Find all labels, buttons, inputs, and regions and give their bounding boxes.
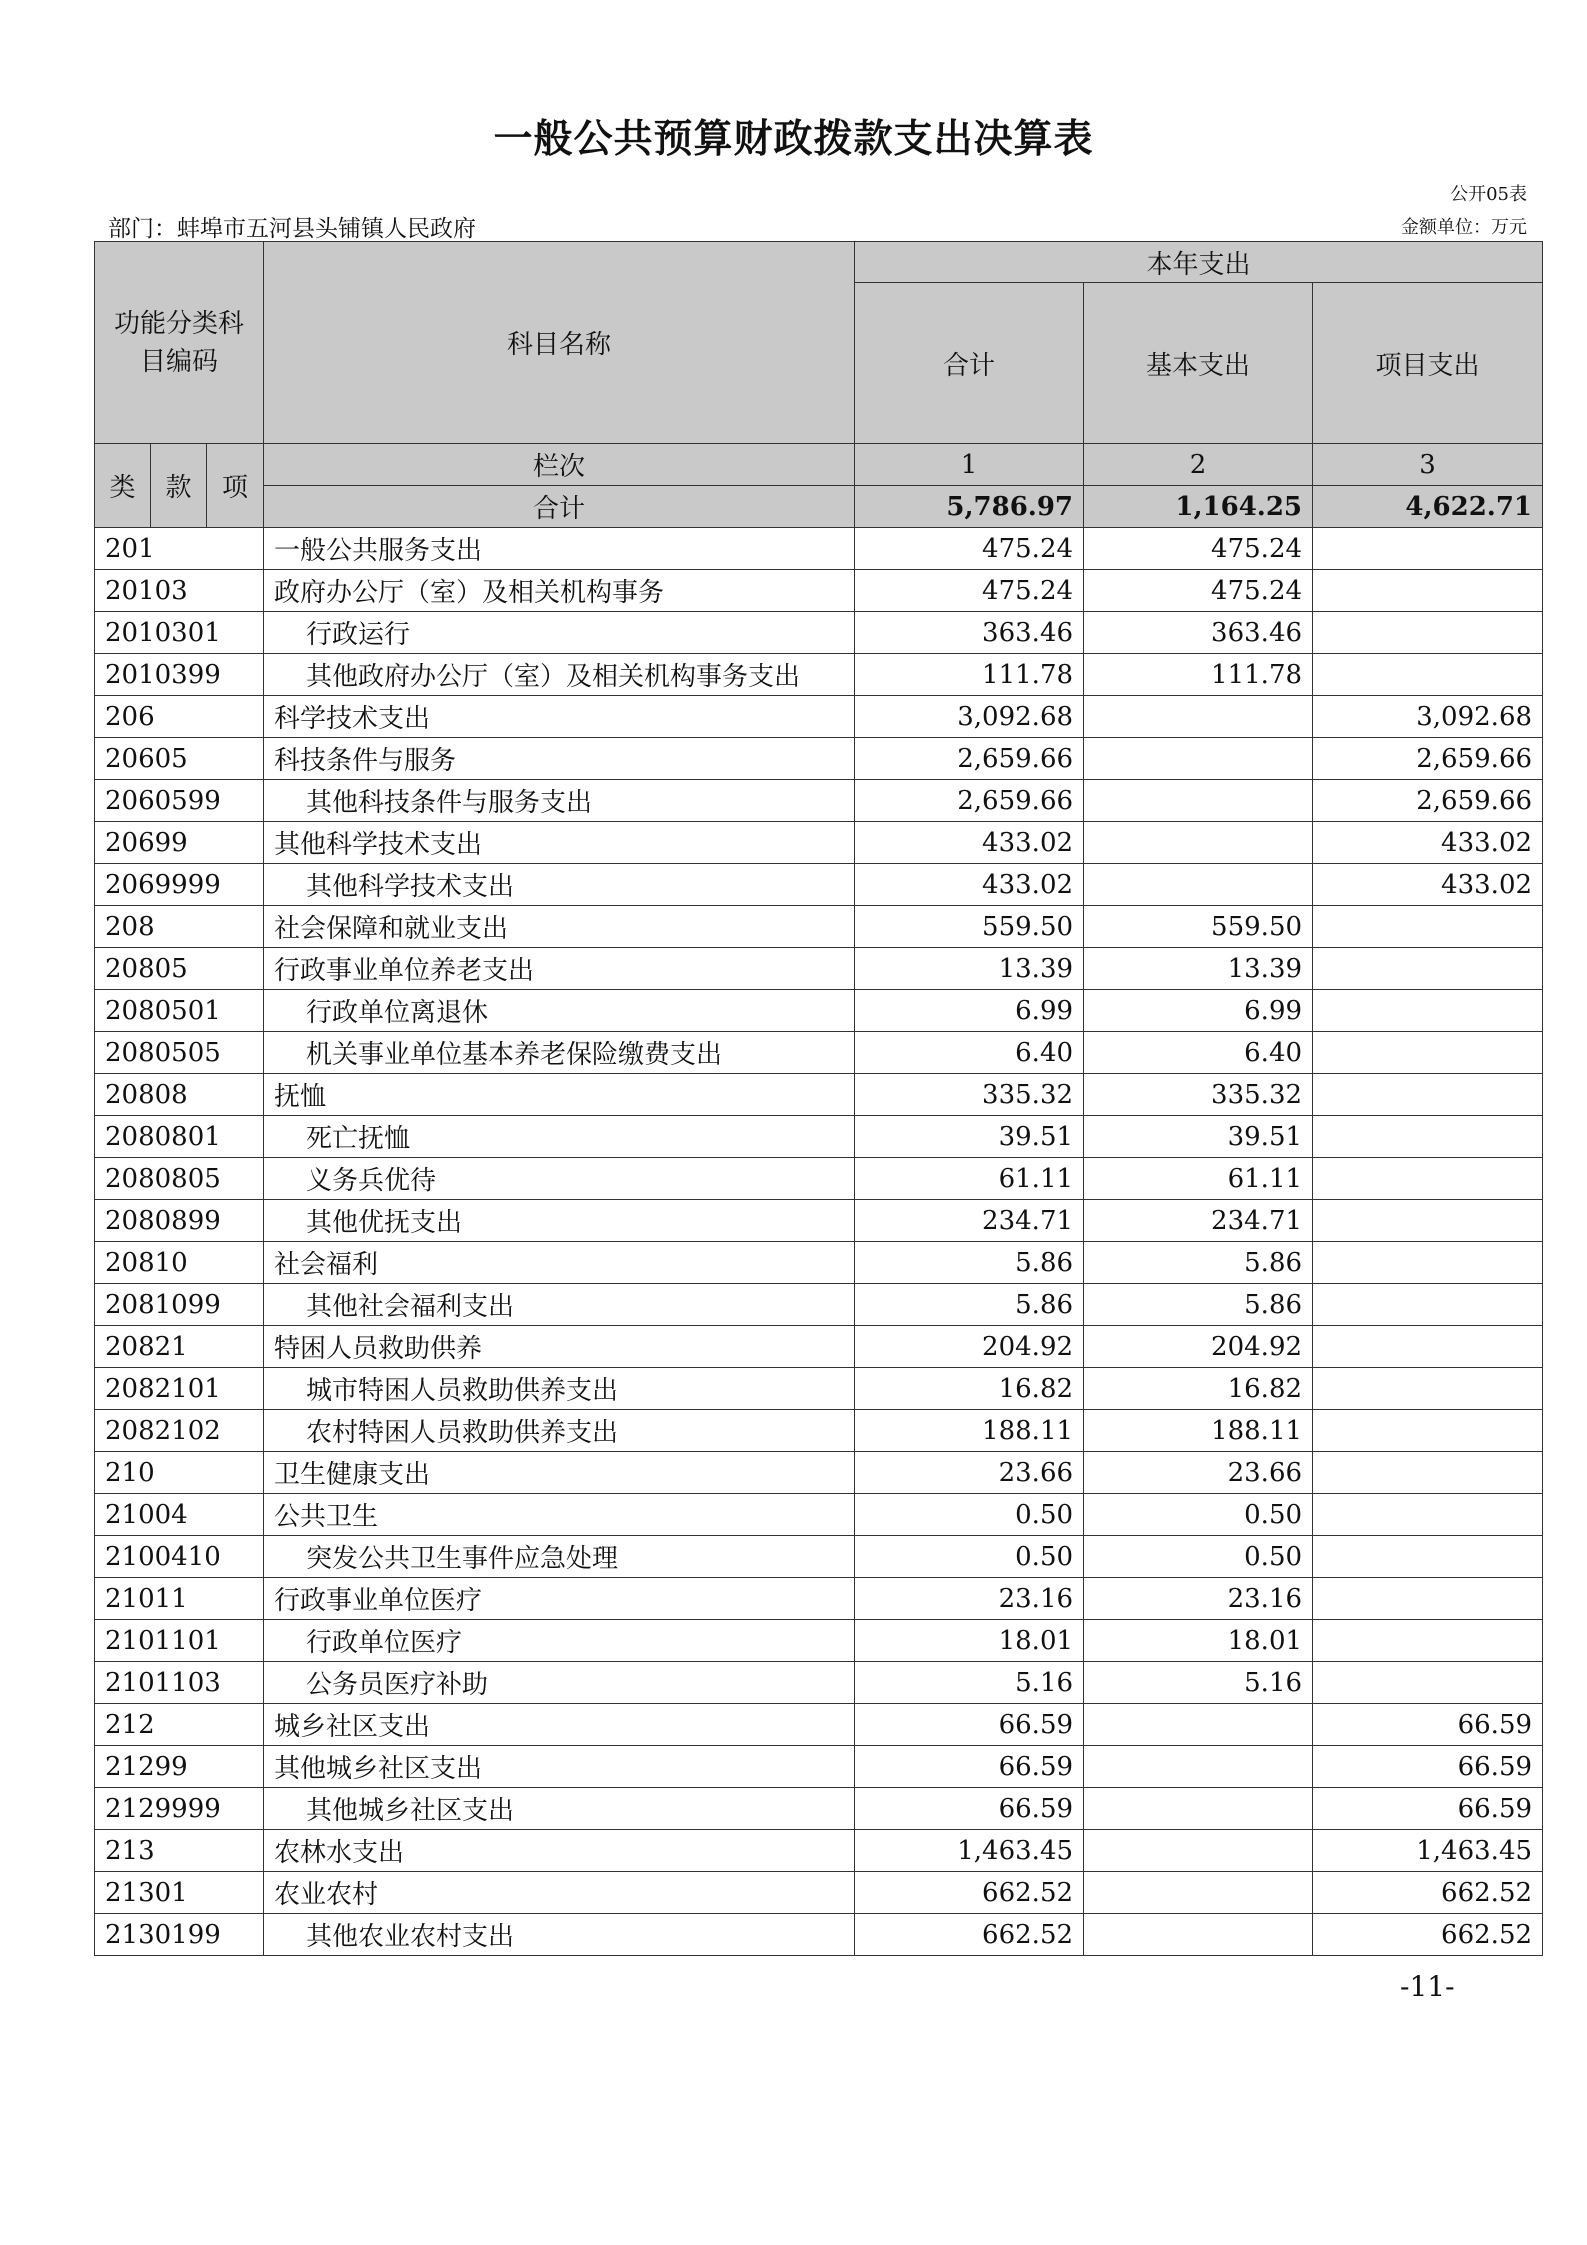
row-total: 66.59 [855, 1788, 1084, 1830]
table-row [95, 1242, 1543, 1284]
row-project [1313, 1452, 1543, 1494]
row-total: 16.82 [855, 1368, 1084, 1410]
row-project [1313, 1620, 1543, 1662]
row-name: 一般公共服务支出 [264, 528, 855, 570]
row-total: 66.59 [855, 1746, 1084, 1788]
row-project [1313, 1074, 1543, 1116]
total-value-project: 4,622.71 [1313, 486, 1543, 528]
row-project: 3,092.68 [1313, 696, 1543, 738]
row-project [1313, 612, 1543, 654]
row-name: 科技条件与服务 [264, 738, 855, 780]
row-total: 111.78 [855, 654, 1084, 696]
row-name: 农业农村 [264, 1872, 855, 1914]
row-name: 机关事业单位基本养老保险缴费支出 [264, 1032, 855, 1074]
table-row [95, 654, 1543, 696]
row-basic: 0.50 [1084, 1494, 1313, 1536]
row-name: 其他科学技术支出 [264, 822, 855, 864]
row-project [1313, 1410, 1543, 1452]
row-code: 2010399 [95, 654, 264, 696]
row-basic [1084, 1788, 1313, 1830]
row-name: 抚恤 [264, 1074, 855, 1116]
row-name: 义务兵优待 [264, 1158, 855, 1200]
row-code: 2130199 [95, 1914, 264, 1956]
row-code: 21301 [95, 1872, 264, 1914]
table-row [95, 822, 1543, 864]
table-row [95, 1200, 1543, 1242]
row-basic [1084, 738, 1313, 780]
table-row [95, 1704, 1543, 1746]
table-row [95, 1536, 1543, 1578]
row-code: 20805 [95, 948, 264, 990]
row-code: 21299 [95, 1746, 264, 1788]
row-project [1313, 570, 1543, 612]
row-total: 5.86 [855, 1242, 1084, 1284]
row-basic [1084, 1914, 1313, 1956]
row-name: 公务员医疗补助 [264, 1662, 855, 1704]
row-basic [1084, 822, 1313, 864]
table-row [95, 1620, 1543, 1662]
row-basic: 5.86 [1084, 1284, 1313, 1326]
row-code: 2082101 [95, 1368, 264, 1410]
row-name: 其他优抚支出 [264, 1200, 855, 1242]
row-total: 23.66 [855, 1452, 1084, 1494]
row-project [1313, 1494, 1543, 1536]
row-total: 662.52 [855, 1914, 1084, 1956]
row-project [1313, 1032, 1543, 1074]
col-number-3: 3 [1313, 444, 1543, 486]
row-basic: 23.16 [1084, 1578, 1313, 1620]
row-project [1313, 906, 1543, 948]
table-row [95, 990, 1543, 1032]
row-total: 433.02 [855, 864, 1084, 906]
table-row [95, 1830, 1543, 1872]
table-row [95, 1032, 1543, 1074]
row-code: 20103 [95, 570, 264, 612]
row-basic: 188.11 [1084, 1410, 1313, 1452]
row-code: 2129999 [95, 1788, 264, 1830]
row-project [1313, 528, 1543, 570]
row-name: 其他社会福利支出 [264, 1284, 855, 1326]
row-project [1313, 1368, 1543, 1410]
row-name: 农村特困人员救助供养支出 [264, 1410, 855, 1452]
row-code: 2080801 [95, 1116, 264, 1158]
row-name: 突发公共卫生事件应急处理 [264, 1536, 855, 1578]
year-header: 本年支出 [855, 242, 1543, 283]
row-name: 公共卫生 [264, 1494, 855, 1536]
page-number: -11- [1400, 1970, 1455, 2003]
table-row [95, 1368, 1543, 1410]
row-project [1313, 1200, 1543, 1242]
row-total: 6.99 [855, 990, 1084, 1032]
row-total: 433.02 [855, 822, 1084, 864]
row-project: 433.02 [1313, 822, 1543, 864]
table-row [95, 1284, 1543, 1326]
row-name: 政府办公厅（室）及相关机构事务 [264, 570, 855, 612]
row-project [1313, 990, 1543, 1032]
col-project-header: 项目支出 [1313, 283, 1543, 444]
row-total: 13.39 [855, 948, 1084, 990]
grand-total-row [95, 486, 1543, 528]
table-row [95, 738, 1543, 780]
row-total: 559.50 [855, 906, 1084, 948]
row-total: 204.92 [855, 1326, 1084, 1368]
row-name: 城乡社区支出 [264, 1704, 855, 1746]
row-project [1313, 1116, 1543, 1158]
row-basic: 234.71 [1084, 1200, 1313, 1242]
row-project: 66.59 [1313, 1704, 1543, 1746]
row-total: 335.32 [855, 1074, 1084, 1116]
row-code: 2080899 [95, 1200, 264, 1242]
row-code: 208 [95, 906, 264, 948]
row-code: 2080505 [95, 1032, 264, 1074]
row-code: 2101103 [95, 1662, 264, 1704]
row-basic: 39.51 [1084, 1116, 1313, 1158]
row-code: 210 [95, 1452, 264, 1494]
table-row [95, 906, 1543, 948]
row-code: 20810 [95, 1242, 264, 1284]
row-total: 18.01 [855, 1620, 1084, 1662]
row-basic [1084, 1746, 1313, 1788]
row-code: 212 [95, 1704, 264, 1746]
row-total: 363.46 [855, 612, 1084, 654]
form-code: 公开05表 [1450, 184, 1527, 205]
row-project: 2,659.66 [1313, 738, 1543, 780]
table-row [95, 1074, 1543, 1116]
row-name: 卫生健康支出 [264, 1452, 855, 1494]
row-name: 行政运行 [264, 612, 855, 654]
row-code: 21004 [95, 1494, 264, 1536]
row-project: 66.59 [1313, 1788, 1543, 1830]
table-row [95, 1872, 1543, 1914]
row-basic: 204.92 [1084, 1326, 1313, 1368]
row-name: 行政事业单位养老支出 [264, 948, 855, 990]
row-name: 城市特困人员救助供养支出 [264, 1368, 855, 1410]
header-row-1 [95, 242, 1543, 283]
lei-header: 类 [95, 444, 151, 528]
table-row [95, 864, 1543, 906]
total-value-sum: 5,786.97 [855, 486, 1084, 528]
row-basic: 13.39 [1084, 948, 1313, 990]
row-project [1313, 948, 1543, 990]
row-basic: 0.50 [1084, 1536, 1313, 1578]
row-project [1313, 1536, 1543, 1578]
table-row [95, 1116, 1543, 1158]
row-code: 20821 [95, 1326, 264, 1368]
row-basic: 363.46 [1084, 612, 1313, 654]
kuan-header: 款 [151, 444, 207, 528]
row-project [1313, 1326, 1543, 1368]
row-name: 其他政府办公厅（室）及相关机构事务支出 [264, 654, 855, 696]
row-total: 2,659.66 [855, 738, 1084, 780]
table-row [95, 1578, 1543, 1620]
row-project [1313, 1284, 1543, 1326]
row-project: 433.02 [1313, 864, 1543, 906]
row-name: 社会保障和就业支出 [264, 906, 855, 948]
table-row [95, 1452, 1543, 1494]
row-code: 2060599 [95, 780, 264, 822]
table-row [95, 1326, 1543, 1368]
row-project: 662.52 [1313, 1914, 1543, 1956]
row-code: 206 [95, 696, 264, 738]
row-total: 0.50 [855, 1494, 1084, 1536]
row-project: 1,463.45 [1313, 1830, 1543, 1872]
row-code: 2081099 [95, 1284, 264, 1326]
table-row [95, 948, 1543, 990]
row-total: 1,463.45 [855, 1830, 1084, 1872]
row-name: 农林水支出 [264, 1830, 855, 1872]
row-code: 2080805 [95, 1158, 264, 1200]
xiang-header: 项 [207, 444, 264, 528]
row-total: 188.11 [855, 1410, 1084, 1452]
code-header: 功能分类科目编码 [95, 242, 264, 444]
unit-label: 金额单位：万元 [1401, 217, 1527, 238]
page-title: 一般公共预算财政拨款支出决算表 [493, 117, 1094, 162]
row-basic: 16.82 [1084, 1368, 1313, 1410]
row-total: 2,659.66 [855, 780, 1084, 822]
row-basic [1084, 864, 1313, 906]
table-row [95, 528, 1543, 570]
budget-table [94, 241, 1543, 1956]
row-code: 2100410 [95, 1536, 264, 1578]
row-project [1313, 1158, 1543, 1200]
col-basic-header: 基本支出 [1084, 283, 1313, 444]
row-basic: 6.99 [1084, 990, 1313, 1032]
col-number-2: 2 [1084, 444, 1313, 486]
total-value-basic: 1,164.25 [1084, 486, 1313, 528]
row-basic [1084, 696, 1313, 738]
row-total: 6.40 [855, 1032, 1084, 1074]
row-total: 0.50 [855, 1536, 1084, 1578]
row-basic [1084, 780, 1313, 822]
row-name: 其他城乡社区支出 [264, 1746, 855, 1788]
row-name: 其他城乡社区支出 [264, 1788, 855, 1830]
row-total: 662.52 [855, 1872, 1084, 1914]
row-code: 2101101 [95, 1620, 264, 1662]
row-project [1313, 1662, 1543, 1704]
department-label: 部门：蚌埠市五河县头铺镇人民政府 [108, 216, 476, 242]
table-row [95, 1788, 1543, 1830]
row-name: 行政单位离退休 [264, 990, 855, 1032]
table-row [95, 780, 1543, 822]
row-name: 社会福利 [264, 1242, 855, 1284]
table-row [95, 570, 1543, 612]
row-basic: 559.50 [1084, 906, 1313, 948]
row-total: 5.16 [855, 1662, 1084, 1704]
row-name: 其他农业农村支出 [264, 1914, 855, 1956]
row-total: 234.71 [855, 1200, 1084, 1242]
row-name: 其他科学技术支出 [264, 864, 855, 906]
table-row [95, 1494, 1543, 1536]
row-code: 2080501 [95, 990, 264, 1032]
table-row [95, 1914, 1543, 1956]
row-basic: 5.86 [1084, 1242, 1313, 1284]
row-name: 行政事业单位医疗 [264, 1578, 855, 1620]
name-header: 科目名称 [264, 242, 855, 444]
table-row [95, 612, 1543, 654]
row-code: 2069999 [95, 864, 264, 906]
row-code: 2010301 [95, 612, 264, 654]
row-project: 662.52 [1313, 1872, 1543, 1914]
row-name: 其他科技条件与服务支出 [264, 780, 855, 822]
row-total: 66.59 [855, 1704, 1084, 1746]
total-label: 合计 [264, 486, 855, 528]
table-row [95, 1410, 1543, 1452]
col-number-1: 1 [855, 444, 1084, 486]
row-code: 20699 [95, 822, 264, 864]
row-project [1313, 1578, 1543, 1620]
row-total: 475.24 [855, 528, 1084, 570]
row-code: 2082102 [95, 1410, 264, 1452]
row-basic [1084, 1872, 1313, 1914]
row-code: 20808 [95, 1074, 264, 1116]
row-basic: 475.24 [1084, 570, 1313, 612]
row-name: 科学技术支出 [264, 696, 855, 738]
row-total: 5.86 [855, 1284, 1084, 1326]
row-code: 21011 [95, 1578, 264, 1620]
table-row [95, 1158, 1543, 1200]
row-project [1313, 1242, 1543, 1284]
lanci-row [95, 444, 1543, 486]
row-basic: 18.01 [1084, 1620, 1313, 1662]
row-basic [1084, 1704, 1313, 1746]
row-total: 3,092.68 [855, 696, 1084, 738]
row-basic: 5.16 [1084, 1662, 1313, 1704]
row-basic: 111.78 [1084, 654, 1313, 696]
row-total: 23.16 [855, 1578, 1084, 1620]
col-total-header: 合计 [855, 283, 1084, 444]
row-project: 66.59 [1313, 1746, 1543, 1788]
row-total: 475.24 [855, 570, 1084, 612]
row-name: 行政单位医疗 [264, 1620, 855, 1662]
row-basic: 335.32 [1084, 1074, 1313, 1116]
row-project: 2,659.66 [1313, 780, 1543, 822]
row-code: 20605 [95, 738, 264, 780]
row-name: 死亡抚恤 [264, 1116, 855, 1158]
table-row [95, 696, 1543, 738]
table-row [95, 1662, 1543, 1704]
row-name: 特困人员救助供养 [264, 1326, 855, 1368]
lanci-label: 栏次 [264, 444, 855, 486]
row-code: 213 [95, 1830, 264, 1872]
row-code: 201 [95, 528, 264, 570]
row-total: 61.11 [855, 1158, 1084, 1200]
row-project [1313, 654, 1543, 696]
row-basic: 23.66 [1084, 1452, 1313, 1494]
row-total: 39.51 [855, 1116, 1084, 1158]
row-basic: 61.11 [1084, 1158, 1313, 1200]
row-basic: 6.40 [1084, 1032, 1313, 1074]
row-basic [1084, 1830, 1313, 1872]
table-row [95, 1746, 1543, 1788]
row-basic: 475.24 [1084, 528, 1313, 570]
